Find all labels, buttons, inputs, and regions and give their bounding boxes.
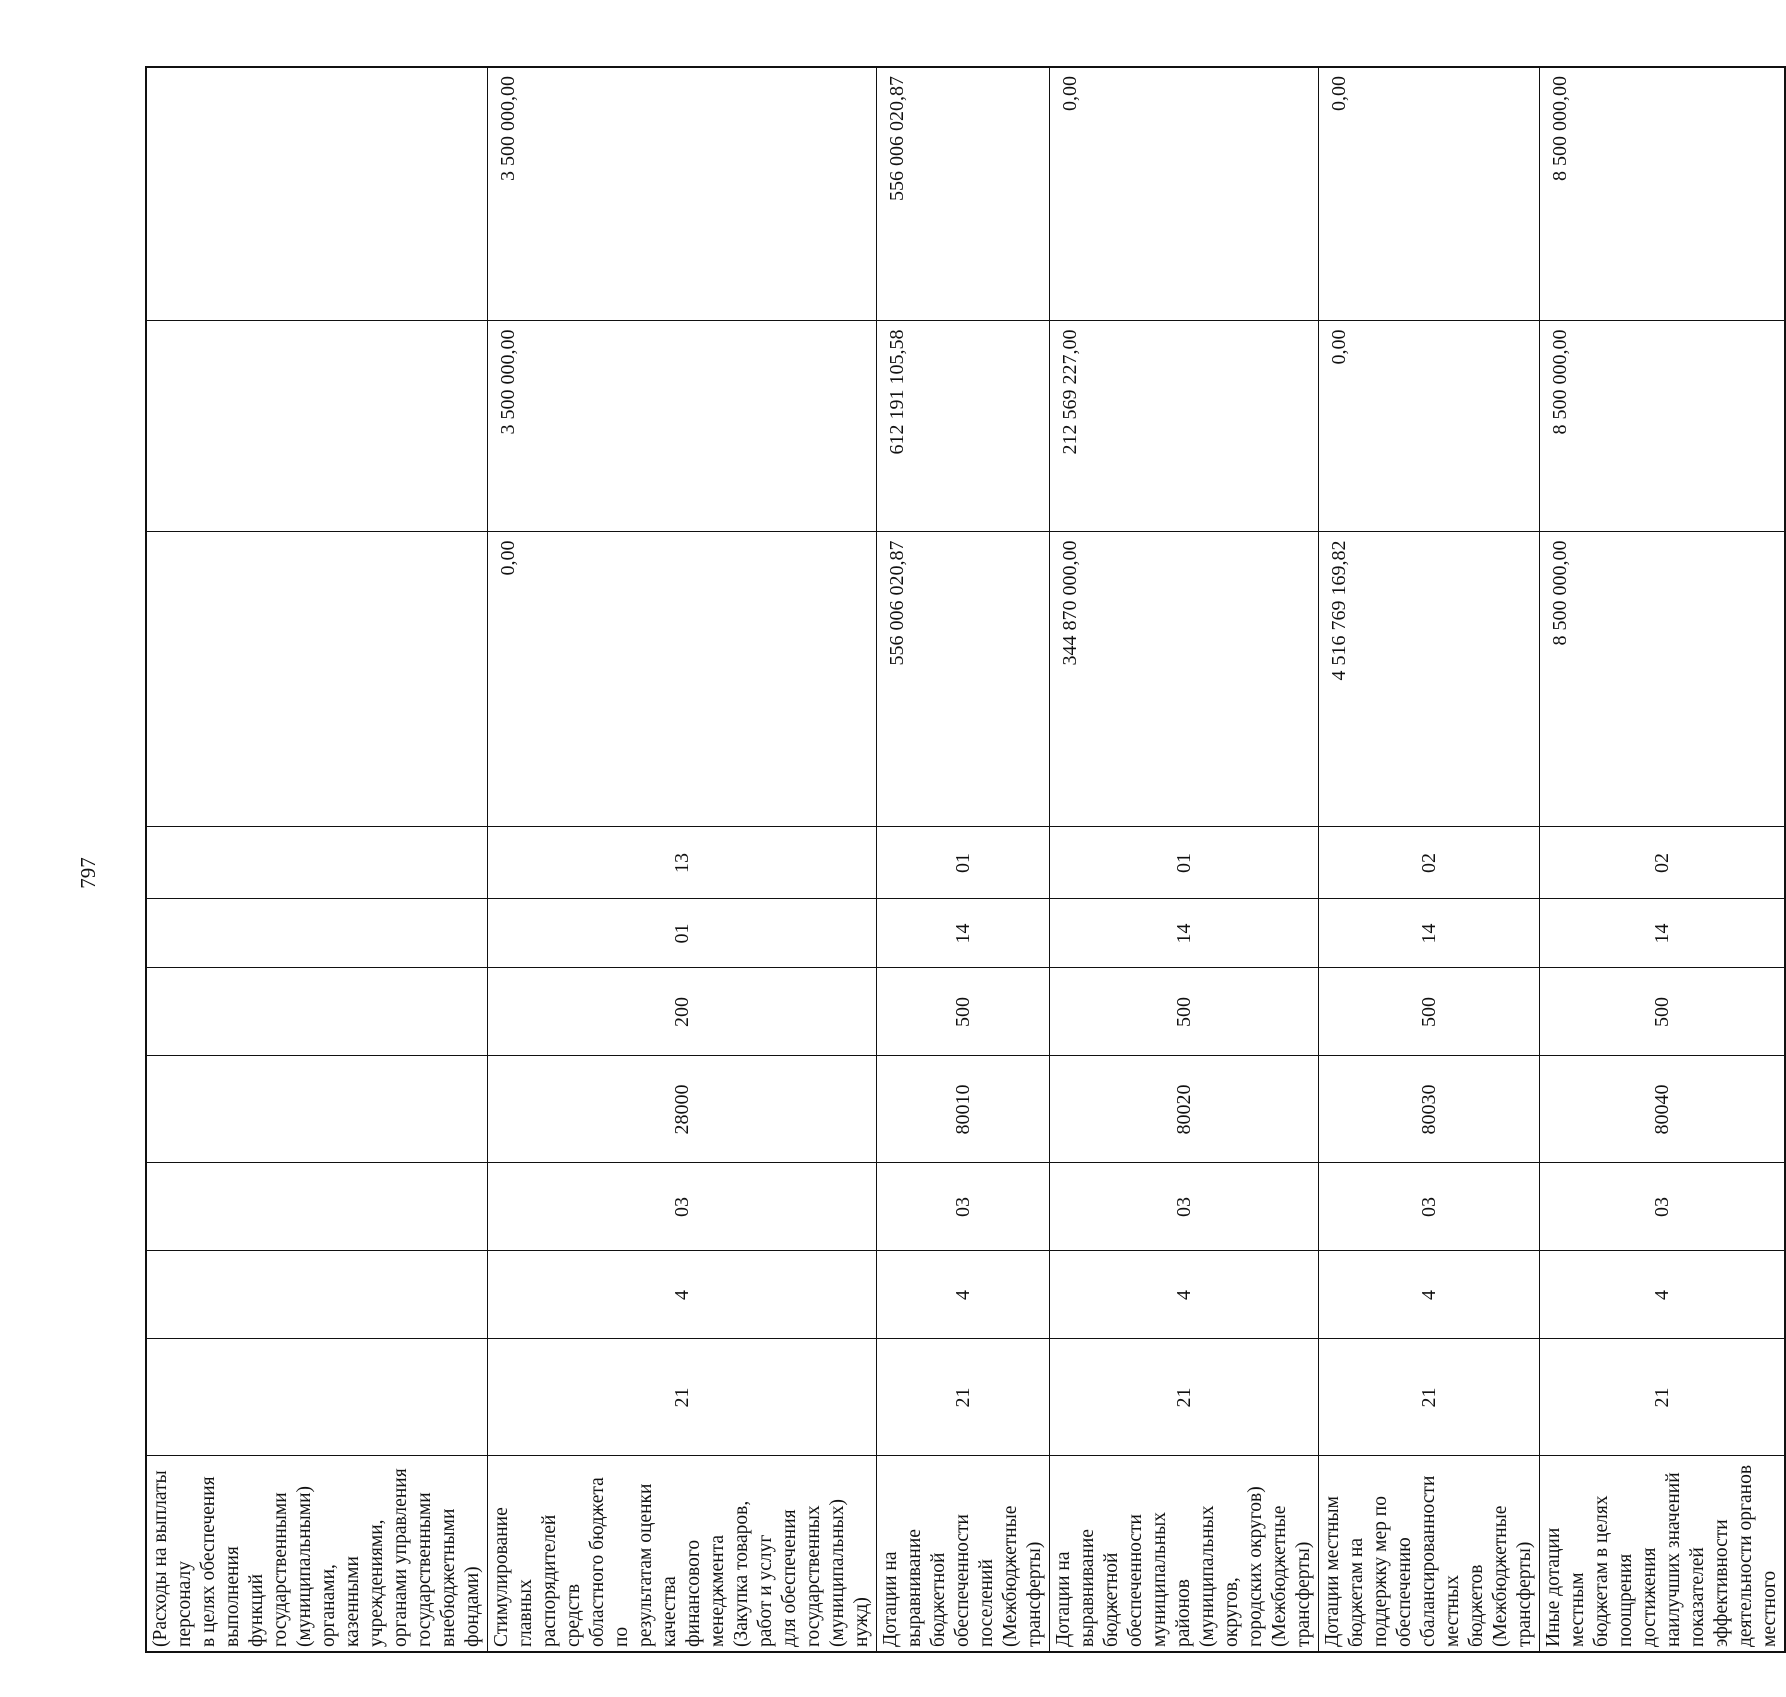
code-cell: 80030 <box>1319 1056 1540 1163</box>
code-cell: 21 <box>1050 1339 1319 1456</box>
page-number: 797 <box>76 857 100 889</box>
code-cell: 01 <box>1050 827 1319 899</box>
amount-cell: 212 569 227,00 <box>1050 321 1319 532</box>
amount-cell <box>146 532 488 827</box>
code-cell: 21 <box>1540 1339 1786 1456</box>
code-cell <box>146 1056 488 1163</box>
table-row <box>146 67 488 1652</box>
code-cell <box>146 1339 488 1456</box>
code-cell <box>146 1163 488 1251</box>
code-cell: 4 <box>877 1251 1050 1339</box>
code-cell: 21 <box>488 1339 877 1456</box>
row-description: (Расходы на выплаты персоналу в целях обеспечения выполнения функций государственными (муниципальными) органами, казенными учреждениями, органами управления государственными внебюджетными фондами) <box>146 1456 488 1652</box>
amount-cell: 0,00 <box>1319 321 1540 532</box>
code-cell: 4 <box>1540 1251 1786 1339</box>
row-description: Дотации местным бюджетам на поддержку мер по обеспечению сбалансированности местных бюджетов (Межбюджетные трансферты) <box>1319 1456 1540 1652</box>
amount-cell: 3 500 000,00 <box>488 321 877 532</box>
code-cell: 4 <box>488 1251 877 1339</box>
code-cell: 21 <box>877 1339 1050 1456</box>
amount-cell: 556 006 020,87 <box>877 67 1050 321</box>
code-cell: 03 <box>877 1163 1050 1251</box>
code-cell: 03 <box>1540 1163 1786 1251</box>
code-cell: 80040 <box>1540 1056 1786 1163</box>
code-cell: 03 <box>1050 1163 1319 1251</box>
table-row <box>877 67 1050 1652</box>
code-cell: 03 <box>488 1163 877 1251</box>
table-row <box>488 67 877 1652</box>
code-cell <box>146 899 488 968</box>
code-cell <box>146 968 488 1056</box>
code-cell: 14 <box>1050 899 1319 968</box>
code-cell: 28000 <box>488 1056 877 1163</box>
code-cell: 14 <box>1540 899 1786 968</box>
table-row <box>1540 67 1786 1652</box>
code-cell: 500 <box>1540 968 1786 1056</box>
amount-cell: 0,00 <box>488 532 877 827</box>
table-row <box>1050 67 1319 1652</box>
row-description: Иные дотации местным бюджетам в целях поощрения достижения наилучших значений показателей эффективности деятельности органов местного <box>1540 1456 1786 1652</box>
code-cell: 03 <box>1319 1163 1540 1251</box>
code-cell: 500 <box>1050 968 1319 1056</box>
code-cell: 500 <box>877 968 1050 1056</box>
code-cell: 4 <box>1050 1251 1319 1339</box>
amount-cell: 4 516 769 169,82 <box>1319 532 1540 827</box>
budget-table <box>145 66 1786 1653</box>
code-cell: 200 <box>488 968 877 1056</box>
amount-cell: 612 191 105,58 <box>877 321 1050 532</box>
amount-cell: 8 500 000,00 <box>1540 321 1786 532</box>
code-cell <box>146 827 488 899</box>
code-cell: 14 <box>877 899 1050 968</box>
amount-cell: 0,00 <box>1319 67 1540 321</box>
amount-cell: 0,00 <box>1050 67 1319 321</box>
row-description: Дотации на выравнивание бюджетной обеспеченности поселений (Межбюджетные трансферты) <box>877 1456 1050 1652</box>
amount-cell: 3 500 000,00 <box>488 67 877 321</box>
code-cell: 01 <box>877 827 1050 899</box>
amount-cell <box>146 67 488 321</box>
amount-cell <box>146 321 488 532</box>
code-cell: 21 <box>1319 1339 1540 1456</box>
amount-cell: 8 500 000,00 <box>1540 67 1786 321</box>
code-cell: 500 <box>1319 968 1540 1056</box>
code-cell: 80010 <box>877 1056 1050 1163</box>
amount-cell: 556 006 020,87 <box>877 532 1050 827</box>
code-cell: 02 <box>1319 827 1540 899</box>
row-description: Стимулирование главных распорядителей средств областного бюджета по результатам оценки качества финансового менеджмента (Закупка товаров, работ и услуг для обеспечения государственных (муниципальных) нужд) <box>488 1456 877 1652</box>
table-row <box>1319 67 1540 1652</box>
code-cell: 13 <box>488 827 877 899</box>
code-cell: 01 <box>488 899 877 968</box>
code-cell: 80020 <box>1050 1056 1319 1163</box>
code-cell: 4 <box>1319 1251 1540 1339</box>
code-cell <box>146 1251 488 1339</box>
table-frame <box>145 68 1780 1653</box>
row-description: Дотации на выравнивание бюджетной обеспеченности муниципальных районов (муниципальных округов, городских округов) (Межбюджетные трансферты) <box>1050 1456 1319 1652</box>
amount-cell: 344 870 000,00 <box>1050 532 1319 827</box>
amount-cell: 8 500 000,00 <box>1540 532 1786 827</box>
code-cell: 02 <box>1540 827 1786 899</box>
code-cell: 14 <box>1319 899 1540 968</box>
